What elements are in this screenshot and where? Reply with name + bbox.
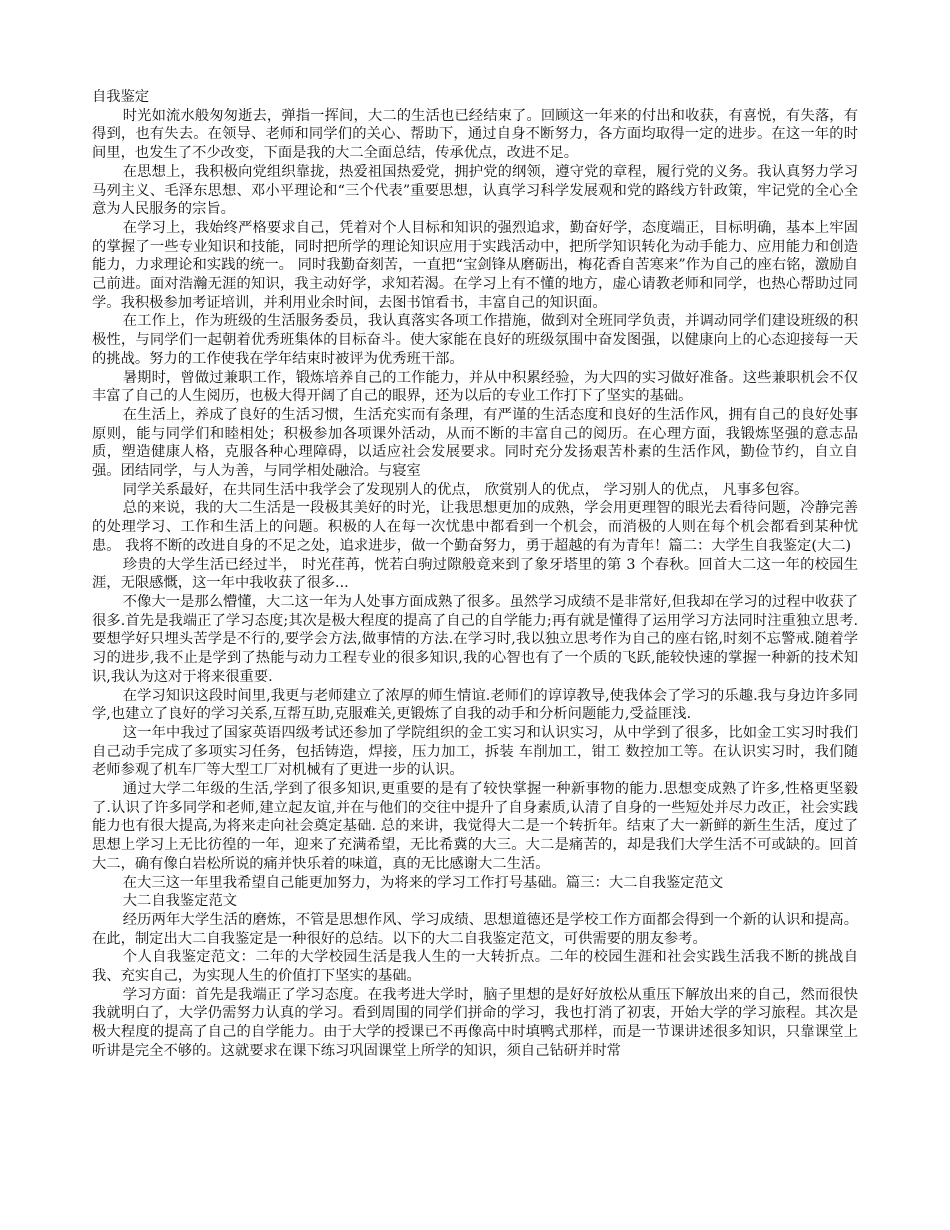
paragraph-18: 学习方面：首先是我端正了学习态度。在我考进大学时，脑子里想的是好好放松从重压下解放出来的自己，然而很快我就明白了，大学仍需努力认真的学习。看到周围的同学们拼命的学习，我也打消了初衷，开始大学的学习旅程。其次是极大程度的提高了自己的自学能力。由于大学的授课已不再像高中时填鸭式那样，而是一节课讲述很多知识，只靠课堂上听讲是完全不够的。这就要求在课下练习巩固课堂上所学的知识，须自己钻研并时常 [92, 986, 858, 1059]
paragraph-3: 在学习上，我始终严格要求自己，凭着对个人目标和知识的强烈追求，勤奋好学，态度端正，目标明确，基本上牢固的掌握了一些专业知识和技能，同时把所学的理论知识应用于实践活动中，把所学知识转化为动手能力、应用能力和创造能力，力求理论和实践的统一。 同时我勤奋刻苦，一直把“宝剑锋从磨砺出，梅花香自苦寒来”作为自己的座右铭，激励自己前进。面对浩瀚无涯的知识，我主动好学，求知若渴。在学习上有不懂的地方，虚心请教老师和同学，也热心帮助过同学。我积极参加考证培训，并利用业余时间，去图书馆看书，丰富自己的知识面。 [92, 219, 858, 311]
paragraph-17: 个人自我鉴定范文：二年的大学校园生活是我人生的一大转折点。二年的校园生涯和社会实践生活我不断的挑战自我、充实自己，为实现人生的价值打下坚实的基础。 [92, 949, 858, 985]
paragraph-13: 通过大学二年级的生活,学到了很多知识,更重要的是有了较快掌握一种新事物的能力.思想变成熟了许多,性格更坚毅了.认识了许多同学和老师,建立起友谊,并在与他们的交往中提升了自身素质,认清了自身的一些短处并尽力改正，社会实践能力也有很大提高,为将来走向社会奠定基础. 总的来讲，我觉得大二是一个转折年。结束了大一新鲜的新生生活，度过了思想上学习上无比彷徨的一年，迎来了充满希望，无比希冀的大三。大二是痛苦的，却是我们大学生活不可或缺的。回首大二，确有像白岩松所说的痛并快乐着的味道，真的无比感谢大二生活。 [92, 781, 858, 872]
paragraph-4: 在工作上，作为班级的生活服务委员，我认真落实各项工作措施，做到对全班同学负责，并调动同学们建设班级的积极性，与同学们一起朝着优秀班集体的目标奋斗。使大家能在良好的班级氛围中奋发图强，以健康向上的心态迎接每一天的挑战。努力的工作使我在学年结束时被评为优秀班干部。 [92, 313, 858, 367]
paragraph-6: 在生活上，养成了良好的生活习惯，生活充实而有条理，有严谨的生活态度和良好的生活作风，拥有自己的良好处事原则，能与同学们和睦相处；积极参加各项课外活动，从而不断的丰富自己的阅历。在心理方面，我锻炼坚强的意志品质，塑造健康人格，克服各种心理障碍，以适应社会发展要求。同时充分发扬艰苦朴素的生活作风，勤俭节约，自立自强。团结同学，与人为善，与同学相处融洽。与寝室 [92, 406, 858, 480]
paragraph-7: 同学关系最好，在共同生活中我学会了发现别人的优点， 欣赏别人的优点， 学习别人的优点， 凡事多包容。 [122, 481, 809, 498]
paragraph-5: 暑期时，曾做过兼职工作，锻炼培养自己的工作能力，并从中积累经验，为大四的实习做好准备。这些兼职机会不仅丰富了自己的人生阅历，也极大得开阔了自己的眼界，还为以后的专业工作打下了坚实的基础。 [92, 369, 858, 405]
paragraph-10: 不像大一是那么懵懂，大二这一年为人处事方面成熟了很多。虽然学习成绩不是非常好,但我却在学习的过程中收获了很多.首先是我端正了学习态度;其次是极大程度的提高了自己的自学能力;再有就是懂得了运用学习方法同时注重独立思考.要想学好只埋头苦学是不行的,要学会方法,做事情的方法.在学习时,我以独立思考作为自己的座右铭,时刻不忘警戒.随着学习的进步,我不止是学到了热能与动力工程专业的很多知识,我的心智也有了一个质的飞跃,能较快速的掌握一种新的技术知识,我认为这对于将来很重要. [92, 593, 858, 685]
document-title: 自我鉴定 [92, 89, 150, 105]
paragraph-16: 经历两年大学生活的磨炼，不管是思想作风、学习成绩、思想道德还是学校工作方面都会得到一个新的认识和提高。在此，制定出大二自我鉴定是一种很好的总结。以下的大二自我鉴定范文，可供需要的朋友参考。 [92, 911, 858, 947]
section-heading: 大二自我鉴定范文 [122, 893, 238, 910]
paragraph-8: 总的来说，我的大二生活是一段极其美好的时光，让我思想更加的成熟，学会用更理智的眼光去看待问题，冷静完善的处理学习、工作和生活上的问题。积极的人在每一次忧患中都看到一个机会，而消极的人则在每个机会都看到某种忧患。 我将不断的改进自身的不足之处，追求进步，做一个勤奋努力，勇于超越的有为青年！篇二：大学生自我鉴定(大二) [92, 500, 858, 554]
paragraph-2: 在思想上，我积极向党组织靠拢，热爱祖国热爱党，拥护党的纲领，遵守党的章程，履行党的义务。我认真努力学习马列主义、毛泽东思想、邓小平理论和“三个代表”重要思想，认真学习科学发展观和党的路线方针政策，牢记党的全心全意为人民服务的宗旨。 [92, 163, 858, 218]
paragraph-1: 时光如流水般匆匆逝去，弹指一挥间，大二的生活也已经结束了。回顾这一年来的付出和收获，有喜悦，有失落，有得到，也有失去。在领导、老师和同学们的关心、帮助下，通过自身不断努力，各方面均取得一定的进步。在这一年的时间里，也发生了不少改变，下面是我的大二全面总结，传承优点，改进不足。 [92, 107, 858, 162]
paragraph-9: 珍贵的大学生活已经过半， 时光荏苒，恍若白驹过隙般竟来到了象牙塔里的第 3 个春秋。回首大二这一年的校园生涯，无限感慨，这一年中我收获了很多... [92, 556, 858, 592]
document-body [92, 88, 858, 1061]
paragraph-11: 在学习知识这段时间里,我更与老师建立了浓厚的师生情谊.老师们的谆谆教导,使我体会了学习的乐趣.我与身边许多同学,也建立了良好的学习关系,互帮互助,克服难关,更锻炼了自我的动手和分析问题能力,受益匪浅. [92, 687, 858, 723]
paragraph-14: 在大三这一年里我希望自己能更加努力，为将来的学习工作打号基础。篇三：大二自我鉴定范文 [122, 874, 724, 891]
paragraph-12: 这一年中我过了国家英语四级考试还参加了学院组织的金工实习和认识实习，从中学到了很多，比如金工实习时我们自己动手完成了多项实习任务，包括铸造，焊接，压力加工，拆装 车削加工，钳工 数控加工等。在认识实习时，我们随老师参观了机车厂等大型工厂对机械有了更进一步的认识。 [92, 724, 858, 779]
